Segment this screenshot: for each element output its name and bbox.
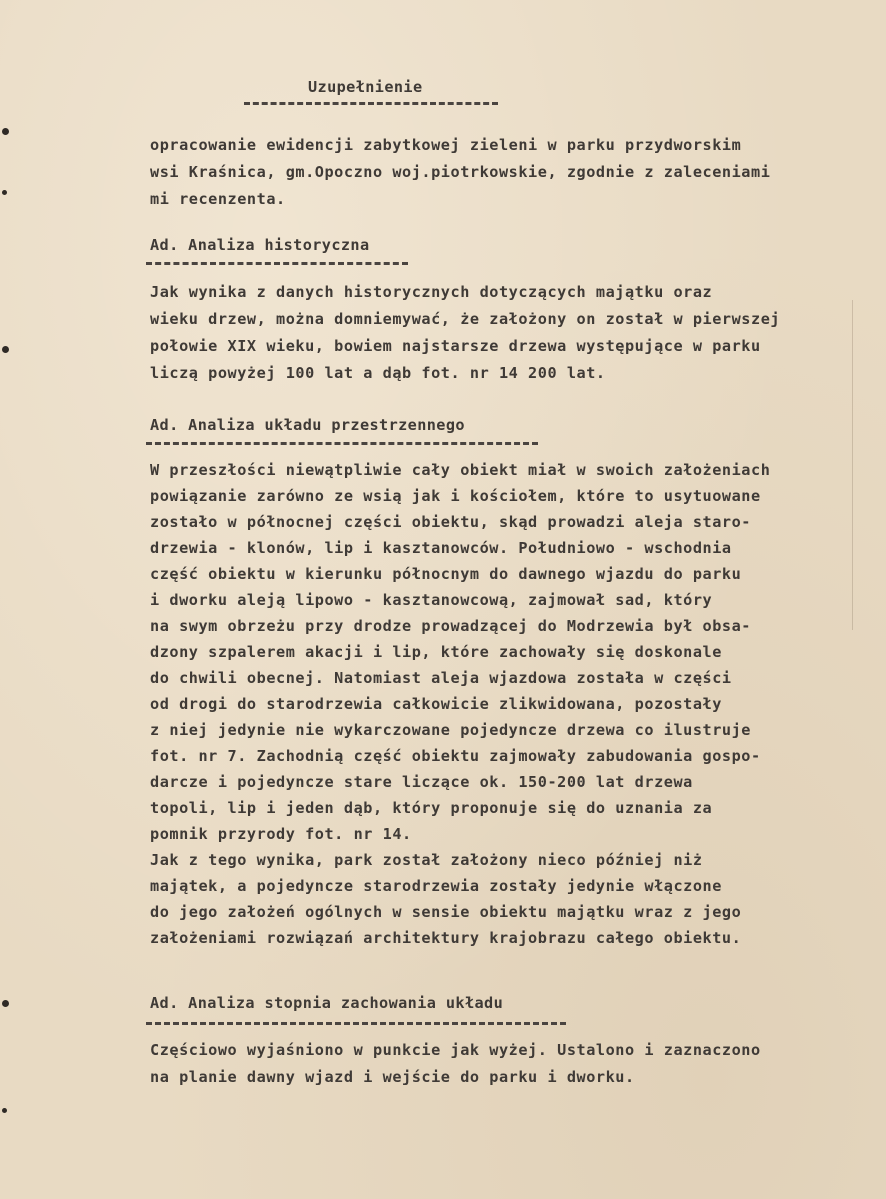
paragraph-line: Jak z tego wynika, park został założony nieco później niż	[150, 851, 703, 869]
paragraph-line: Częściowo wyjaśniono w punkcie jak wyżej. Ustalono i zaznaczono	[150, 1041, 761, 1059]
paragraph-line: majątek, a pojedyncze starodrzewia zostały jedynie włączone	[150, 877, 722, 895]
paragraph-line: i dworku aleją lipowo - kasztanowcową, zajmował sad, który	[150, 591, 713, 609]
paragraph-line: darcze i pojedyncze stare liczące ok. 150-200 lat drzewa	[150, 773, 693, 791]
section-heading: Ad. Analiza układu przestrzennego	[150, 416, 465, 434]
paragraph-line: W przeszłości niewątpliwie cały obiekt miał w swoich założeniach	[150, 461, 771, 479]
paragraph-line: połowie XIX wieku, bowiem najstarsze drzewa występujące w parku	[150, 337, 761, 355]
paragraph-line: na swym obrzeżu przy drodze prowadzącej do Modrzewia był obsa-	[150, 617, 752, 635]
title-underline	[244, 102, 498, 105]
paragraph-line: powiązanie zarówno ze wsią jak i kościołem, które to usytuowane	[150, 487, 761, 505]
punch-hole-mark	[2, 128, 9, 135]
punch-hole-mark	[2, 190, 7, 195]
section-heading-underline	[146, 262, 408, 265]
paragraph-line: zostało w północnej części obiektu, skąd prowadzi aleja staro-	[150, 513, 752, 531]
paragraph-line: założeniami rozwiązań architektury krajobrazu całego obiektu.	[150, 929, 742, 947]
section-heading: Ad. Analiza historyczna	[150, 236, 370, 254]
paragraph-line: od drogi do starodrzewia całkowicie zlikwidowana, pozostały	[150, 695, 722, 713]
intro-line: opracowanie ewidencji zabytkowej zieleni w parku przydworskim	[150, 136, 742, 154]
paragraph-line: na planie dawny wjazd i wejście do parku i dworku.	[150, 1068, 635, 1086]
paragraph-line: drzewia - klonów, lip i kasztanowców. Południowo - wschodnia	[150, 539, 732, 557]
paragraph-line: liczą powyżej 100 lat a dąb fot. nr 14 200 lat.	[150, 364, 606, 382]
section-heading: Ad. Analiza stopnia zachowania układu	[150, 994, 504, 1012]
paragraph-line: do jego założeń ogólnych w sensie obiektu majątku wraz z jego	[150, 903, 742, 921]
paragraph-line: część obiektu w kierunku północnym do dawnego wjazdu do parku	[150, 565, 742, 583]
paper-crease	[852, 300, 853, 630]
paragraph-line: topoli, lip i jeden dąb, który proponuje się do uznania za	[150, 799, 713, 817]
section-heading-underline	[146, 442, 538, 445]
punch-hole-mark	[2, 1108, 7, 1113]
section-heading-underline	[146, 1022, 566, 1025]
document-title: Uzupełnienie	[308, 78, 423, 96]
punch-hole-mark	[2, 1000, 9, 1007]
paragraph-line: dzony szpalerem akacji i lip, które zachowały się doskonale	[150, 643, 722, 661]
paragraph-line: do chwili obecnej. Natomiast aleja wjazdowa została w części	[150, 669, 732, 687]
intro-line: wsi Kraśnica, gm.Opoczno woj.piotrkowskie, zgodnie z zaleceniami	[150, 163, 771, 181]
paragraph-line: z niej jedynie nie wykarczowane pojedyncze drzewa co ilustruje	[150, 721, 752, 739]
paragraph-line: wieku drzew, można domniemywać, że założony on został w pierwszej	[150, 310, 781, 328]
intro-line: mi recenzenta.	[150, 190, 286, 208]
paragraph-line: Jak wynika z danych historycznych dotyczących majątku oraz	[150, 283, 713, 301]
punch-hole-mark	[2, 346, 9, 353]
paragraph-line: fot. nr 7. Zachodnią część obiektu zajmowały zabudowania gospo-	[150, 747, 761, 765]
paragraph-line: pomnik przyrody fot. nr 14.	[150, 825, 412, 843]
